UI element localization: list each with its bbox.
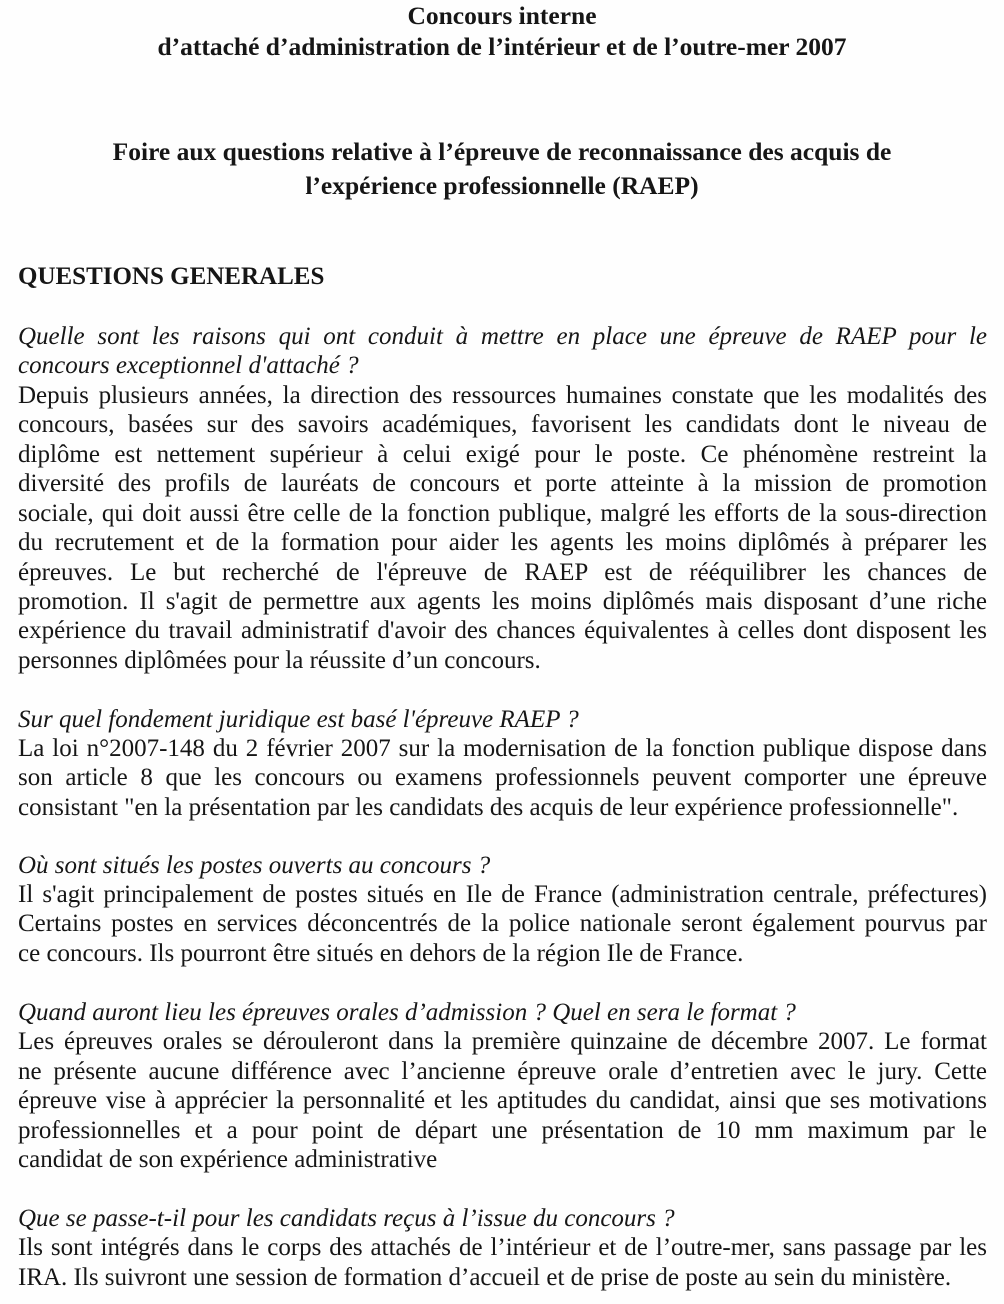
subtitle-line: Foire aux questions relative à l’épreuve de reconnaissance des acquis de (112, 137, 892, 166)
faq-answer-line: Les épreuves orales se dérouleront dans la première quinzaine de décembre 2007. Le format (18, 1028, 987, 1056)
faq-answer-line: concours, basées sur des savoirs académiques, favorisent les candidats dont le niveau de (18, 411, 987, 439)
faq-answer-line: candidat de son expérience administrative (18, 1146, 438, 1174)
faq-question-line: Quelle sont les raisons qui ont conduit à mettre en place une épreuve de RAEP pour le (18, 323, 987, 350)
title-line: Concours interne (407, 1, 597, 30)
faq-question-line: Sur quel fondement juridique est basé l'épreuve RAEP ? (18, 705, 579, 733)
faq-answer-line: Il s'agit principalement de postes situés en Ile de France (administration centrale, préfectures) (18, 880, 987, 908)
faq-answer-line: expérience du travail administratif d'avoir des chances équivalentes à celles dont disposent les (18, 617, 987, 645)
faq-item (18, 1204, 987, 1292)
faq-answer-line: diversité des profils de lauréats de concours et porte atteinte à la mission de promotion (18, 470, 987, 498)
faq-answer-line: Ils sont intégrés dans le corps des attachés de l’intérieur et de l’outre-mer, sans passage par les (18, 1234, 987, 1262)
faq-answer-line: personnes diplômées pour la réussite d’un concours. (18, 646, 541, 674)
faq-answer-line: ce concours. Ils pourront être situés en dehors de la région Ile de France. (18, 939, 744, 967)
faq-answer-line: son article 8 que les concours ou examens professionnels peuvent comporter une épreuve (18, 764, 987, 792)
faq-answer-line: épreuve vise à apprécier la personnalité et les aptitudes du candidat, ainsi que ses motivations (18, 1087, 987, 1115)
faq-answer-line: du recrutement et de la formation pour aider les agents les moins diplômés à préparer les (18, 529, 987, 557)
faq-answer-line: diplôme est nettement supérieur à celui exigé pour le poste. Ce phénomène restreint la (18, 440, 987, 468)
faq-answer-line: IRA. Ils suivront une session de formation d’accueil et de prise de poste au sein du ministère. (18, 1263, 952, 1291)
faq-question-line: Que se passe-t-il pour les candidats reçus à l’issue du concours ? (18, 1205, 675, 1232)
faq-item (18, 851, 987, 969)
faq-question-line: concours exceptionnel d'attaché ? (18, 352, 359, 380)
faq-answer-line: ne présente aucune différence avec l’ancienne épreuve orale d’entretien avec le jury. Cette (18, 1057, 987, 1085)
section-heading: QUESTIONS GENERALES (18, 263, 325, 290)
faq-item (18, 705, 987, 823)
title-line: d’attaché d’administration de l’intérieur et de l’outre-mer 2007 (157, 32, 847, 61)
faq-item (18, 322, 987, 675)
faq-answer-line: épreuves. Le but recherché de l'épreuve de RAEP est de rééquilibrer les chances de (18, 558, 987, 586)
document-subtitle (0, 135, 1004, 203)
subtitle-line: l’expérience professionnelle (RAEP) (305, 171, 699, 200)
faq-answer-line: Depuis plusieurs années, la direction des ressources humaines constate que les modalités des (18, 381, 987, 409)
faq-question-line: Quand auront lieu les épreuves orales d’admission ? Quel en sera le format ? (18, 999, 796, 1026)
faq-item (18, 998, 987, 1175)
faq-answer-line: sociale, qui doit aussi être celle de la fonction publique, malgré les efforts de la sous-direction (18, 499, 987, 527)
faq-answer-line: Certains postes en services déconcentrés de la police nationale seront également pourvus par (18, 910, 987, 938)
faq-answer-line: consistant "en la présentation par les candidats des acquis de leur expérience professionnelle". (18, 793, 959, 821)
faq-answer-line: La loi n°2007-148 du 2 février 2007 sur la modernisation de la fonction publique dispose dans (18, 734, 987, 762)
faq-answer-line: promotion. Il s'agit de permettre aux agents les moins diplômés mais disposant d’une riche (18, 587, 987, 615)
faq-question-line: Où sont situés les postes ouverts au concours ? (18, 851, 491, 879)
faq-answer-line: professionnelles et a pour point de départ une présentation de 10 mm maximum par le (18, 1116, 987, 1144)
document-title (0, 0, 1004, 62)
